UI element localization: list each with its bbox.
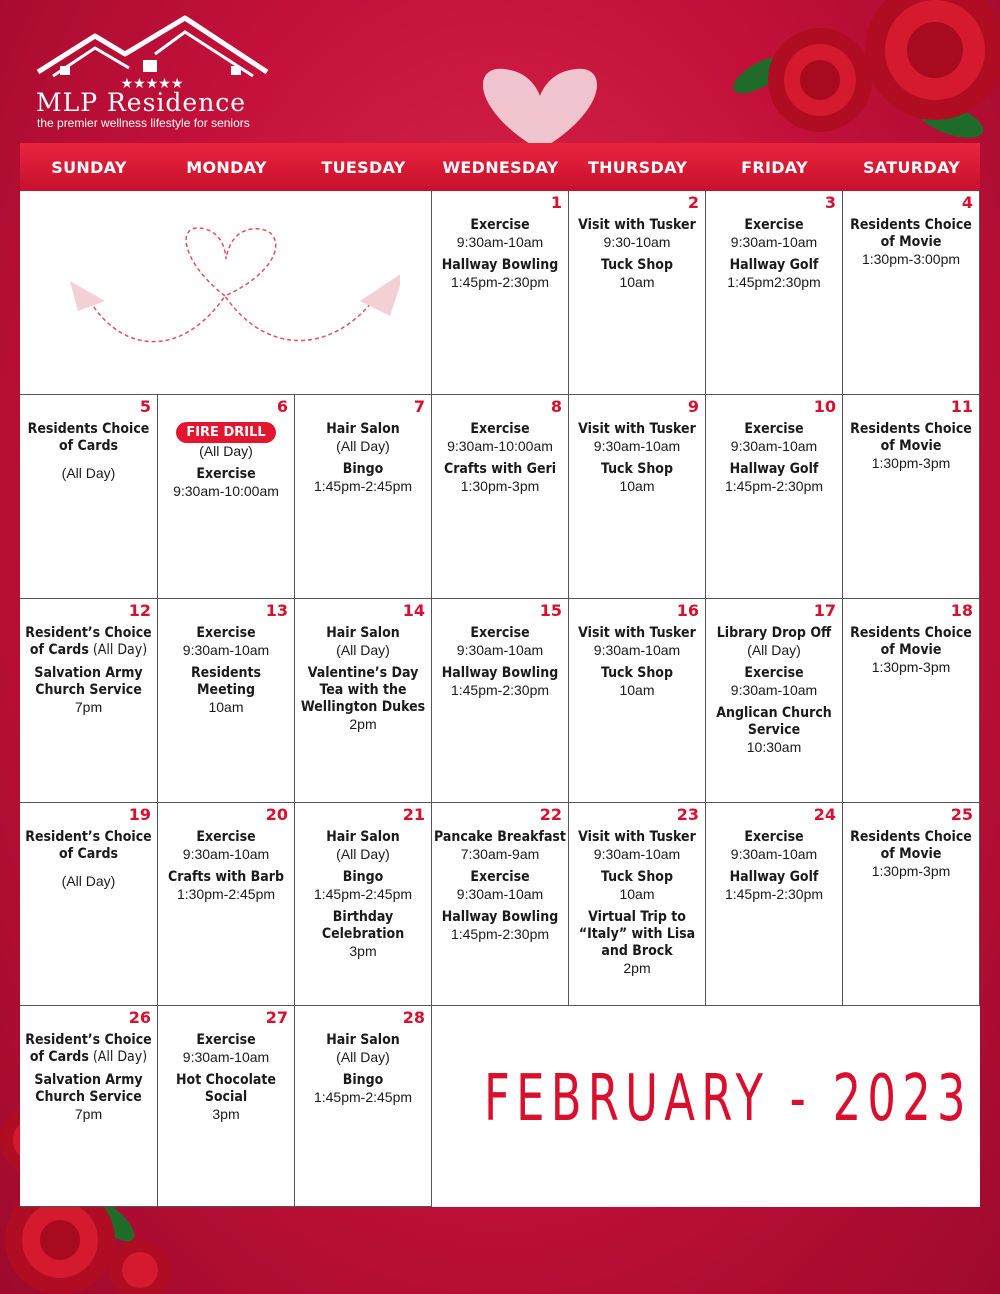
event	[22, 1032, 155, 1066]
event-title-text: Residents Choice of Movie	[850, 829, 972, 862]
event-time: (All Day)	[336, 846, 390, 862]
event-time: 3pm	[212, 1106, 240, 1122]
event-time: 9:30am-10am	[182, 1049, 270, 1065]
day-number: 18	[950, 601, 973, 620]
day-number: 20	[265, 805, 288, 824]
event-title	[845, 829, 977, 863]
event	[297, 1072, 429, 1106]
event-title-text: Library Drop Off	[716, 625, 832, 641]
event	[297, 1032, 429, 1066]
event	[160, 1072, 292, 1123]
event-title	[297, 1032, 429, 1049]
day-cell-21	[295, 803, 432, 1006]
calendar-grid	[20, 191, 980, 1207]
event-title-text: Hallway Bowling	[441, 257, 559, 273]
event-title	[434, 625, 566, 642]
event-title	[297, 1072, 429, 1089]
event-title	[571, 909, 703, 960]
day-number: 27	[265, 1008, 288, 1027]
event-title	[708, 869, 840, 886]
event-time: 2pm	[349, 716, 377, 732]
event-time: 1:45pm-2:30pm	[724, 886, 824, 902]
event-title	[160, 869, 292, 886]
event-title	[571, 665, 703, 682]
event	[434, 625, 566, 659]
event	[708, 217, 840, 251]
event-time: 1:30pm-3:00pm	[861, 251, 961, 267]
event	[434, 217, 566, 251]
weekday-thursday: THURSDAY	[587, 157, 688, 177]
day-cell-1	[432, 191, 569, 395]
event	[160, 421, 292, 460]
event	[571, 421, 703, 455]
event	[845, 421, 977, 472]
event-title	[571, 217, 703, 234]
event-title	[571, 257, 703, 274]
event-title	[708, 665, 840, 682]
day-cell-7	[295, 395, 432, 599]
event-time: 9:30am-10am	[456, 642, 544, 658]
day-number: 16	[676, 601, 699, 620]
event-time: 9:30am-10am	[730, 846, 818, 862]
event	[845, 625, 977, 676]
event-title-text: Hallway Golf	[729, 461, 819, 477]
event-title-text: Tuck Shop	[601, 665, 673, 681]
event	[160, 466, 292, 500]
event	[571, 217, 703, 251]
day-number: 22	[539, 805, 562, 824]
event-time: 3pm	[349, 943, 377, 959]
event-title-text: Exercise	[196, 625, 256, 641]
day-cell-16	[569, 599, 706, 803]
event-title-text: Bingo	[342, 1072, 384, 1088]
event	[708, 461, 840, 495]
heart-decoration	[450, 60, 630, 150]
event	[22, 465, 155, 482]
logo-stars: ★★★★★	[120, 76, 184, 92]
day-cell-19	[20, 803, 158, 1006]
day-cell-5	[20, 395, 158, 599]
day-number: 9	[687, 397, 699, 416]
event-title	[571, 625, 703, 642]
day-cell-26	[20, 1006, 158, 1207]
event-title	[160, 1032, 292, 1049]
event-title	[297, 869, 429, 886]
day-number: 4	[961, 193, 973, 212]
day-cell-28	[295, 1006, 432, 1207]
event-time: 9:30am-10am	[730, 682, 818, 698]
event	[22, 421, 155, 455]
event-title	[845, 217, 977, 251]
event	[434, 461, 566, 495]
brand-tagline: the premier wellness lifestyle for seniors	[37, 116, 250, 130]
event-title-text: Tuck Shop	[601, 869, 673, 885]
event-note: (All Day)	[88, 1049, 148, 1065]
event-title-text: Resident’s Choice of Cards	[25, 625, 152, 658]
event-title	[297, 625, 429, 642]
day-number: 25	[950, 805, 973, 824]
event-time: 1:45pm-2:45pm	[313, 478, 413, 494]
event-title-text: Hallway Bowling	[441, 665, 559, 681]
day-number: 10	[813, 397, 836, 416]
event-time: 7pm	[74, 1106, 103, 1122]
event-title-text: Exercise	[196, 829, 256, 845]
day-number: 15	[539, 601, 562, 620]
event-title-text: Exercise	[470, 217, 530, 233]
day-cell-18	[843, 599, 980, 803]
weekday-wednesday: WEDNESDAY	[442, 157, 559, 177]
event-title	[434, 665, 566, 682]
event-title-text: Visit with Tusker	[578, 421, 696, 437]
event	[708, 869, 840, 903]
event	[434, 909, 566, 943]
event-title-text: Exercise	[744, 421, 804, 437]
event-title	[297, 665, 429, 716]
rose-decoration-top-right	[700, 0, 1000, 150]
event-title-text: Hair Salon	[326, 625, 400, 641]
weekday-monday: MONDAY	[186, 157, 267, 177]
brand-name: MLP Residence	[36, 88, 247, 117]
event-title	[708, 625, 840, 642]
event-time: 10:30am	[746, 739, 802, 755]
event	[160, 665, 292, 716]
event	[708, 829, 840, 863]
day-cell-22	[432, 803, 569, 1006]
day-number: 1	[550, 193, 562, 212]
day-cell-10	[706, 395, 843, 599]
event	[297, 421, 429, 455]
event	[22, 873, 155, 890]
event-time: 9:30am-10am	[456, 234, 544, 250]
event-time: 1:45pm-2:30pm	[724, 478, 824, 494]
day-number: 26	[128, 1008, 151, 1027]
event-time: 10am	[619, 274, 655, 290]
event-title-text: Tuck Shop	[601, 461, 673, 477]
day-cell-23	[569, 803, 706, 1006]
weekday-sunday: SUNDAY	[51, 157, 127, 177]
fire-drill-badge: FIRE DRILL	[176, 422, 275, 443]
event-title-text: Exercise	[196, 1032, 256, 1048]
event-time: 9:30am-10am	[730, 438, 818, 454]
event-title-text: Exercise	[744, 665, 804, 681]
event-title-text: Hallway Golf	[729, 869, 819, 885]
event	[22, 665, 155, 716]
weekday-saturday: SATURDAY	[862, 157, 960, 177]
event-time: 9:30am-10am	[593, 438, 681, 454]
day-number: 12	[128, 601, 151, 620]
event	[22, 829, 155, 863]
event-time: 9:30-10am	[603, 234, 671, 250]
day-cell-2	[569, 191, 706, 395]
event	[571, 625, 703, 659]
event-time: 9:30am-10am	[456, 886, 544, 902]
day-number: 11	[950, 397, 973, 416]
event	[845, 829, 977, 880]
event	[297, 829, 429, 863]
event-title-text: Residents Meeting	[190, 665, 262, 698]
day-number: 21	[402, 805, 425, 824]
event-title	[434, 829, 566, 846]
event-title-text: Anglican Church Service	[716, 705, 832, 738]
event-title	[160, 466, 292, 483]
event-title	[434, 217, 566, 234]
event-title-text: Visit with Tusker	[578, 829, 696, 845]
event-title-text: Virtual Trip to “Italy” with Lisa and Brock	[578, 909, 696, 959]
event-title-text: Crafts with Geri	[443, 461, 557, 477]
event-title-text: Pancake Breakfast	[434, 829, 566, 845]
event-time: 9:30am-10am	[730, 234, 818, 250]
event-title	[708, 257, 840, 274]
weekday-tuesday: TUESDAY	[321, 157, 406, 177]
event-title-text: Bingo	[342, 869, 384, 885]
event-time: (All Day)	[336, 438, 390, 454]
event-time: 7:30am-9am	[460, 846, 540, 862]
day-number: 7	[413, 397, 425, 416]
event-title-text: Hallway Golf	[729, 257, 819, 273]
event-title-text: Residents Choice of Movie	[850, 421, 972, 454]
event-time: 10am	[619, 478, 655, 494]
event-time: (All Day)	[747, 642, 801, 658]
day-cell-15	[432, 599, 569, 803]
event-title-text: Crafts with Barb	[168, 869, 284, 885]
event-title	[22, 421, 155, 455]
event-time: 9:30am-10am	[593, 846, 681, 862]
event-time: 1:30pm-3pm	[460, 478, 540, 494]
event	[160, 829, 292, 863]
event	[708, 625, 840, 659]
day-number: 14	[402, 601, 425, 620]
event-time: 1:30pm-3pm	[871, 863, 951, 879]
event-note: (All Day)	[88, 642, 148, 658]
event-title	[22, 625, 155, 659]
day-number: 17	[813, 601, 836, 620]
day-number: 5	[139, 397, 151, 416]
day-number: 3	[824, 193, 836, 212]
event	[708, 257, 840, 291]
event	[708, 705, 840, 756]
event-time: (All Day)	[199, 443, 253, 459]
event	[160, 1032, 292, 1066]
event-title	[708, 421, 840, 438]
event	[434, 257, 566, 291]
event-title	[160, 665, 292, 699]
day-number: 23	[676, 805, 699, 824]
event-title	[708, 217, 840, 234]
event	[845, 217, 977, 268]
event-title-text: Visit with Tusker	[578, 625, 696, 641]
event-time: 9:30am-10:00am	[173, 483, 279, 499]
event-title	[571, 421, 703, 438]
event	[708, 421, 840, 455]
event	[571, 257, 703, 291]
day-number: 2	[687, 193, 699, 212]
event-title-text: Exercise	[470, 421, 530, 437]
event-title	[708, 705, 840, 739]
event-title	[845, 421, 977, 455]
event-title-text: Exercise	[470, 869, 530, 885]
event-title	[297, 421, 429, 438]
event-title-text: Hair Salon	[326, 829, 400, 845]
event-title	[22, 1032, 155, 1066]
event-title	[434, 421, 566, 438]
day-cell-14	[295, 599, 432, 803]
event-time: 1:30pm-2:45pm	[176, 886, 276, 902]
event	[160, 625, 292, 659]
day-number: 19	[128, 805, 151, 824]
event-title	[297, 909, 429, 943]
event-time: 1:30pm-3pm	[871, 659, 951, 675]
event-title	[708, 829, 840, 846]
event-title-text: Hair Salon	[326, 1032, 400, 1048]
event	[22, 625, 155, 659]
day-cell-17	[706, 599, 843, 803]
event-title-text: Bingo	[342, 461, 384, 477]
event-title-text: Valentine’s Day Tea with the Wellington Dukes	[300, 665, 426, 715]
event	[571, 665, 703, 699]
event-title	[434, 257, 566, 274]
day-cell-13	[158, 599, 295, 803]
event-title-text: Resident’s Choice of Cards	[25, 829, 152, 862]
day-cell-25	[843, 803, 980, 1006]
event-time: 1:45pm-2:30pm	[450, 682, 550, 698]
event-title-text: Residents Choice of Movie	[850, 625, 972, 658]
event-time: 1:45pm-2:30pm	[450, 274, 550, 290]
event-time: 1:30pm-3pm	[871, 455, 951, 471]
day-cell-6	[158, 395, 295, 599]
weekday-header	[20, 143, 980, 191]
event-title	[160, 625, 292, 642]
event-title	[22, 829, 155, 863]
event-time: 9:30am-10am	[182, 642, 270, 658]
event-title	[571, 829, 703, 846]
event	[297, 665, 429, 733]
event-title-text: Hair Salon	[326, 421, 400, 437]
day-number: 8	[550, 397, 562, 416]
day-cell-11	[843, 395, 980, 599]
event	[434, 869, 566, 903]
event-time: (All Day)	[61, 873, 116, 889]
event-title	[708, 461, 840, 478]
day-cell-8	[432, 395, 569, 599]
event-title-text: Tuck Shop	[601, 257, 673, 273]
event	[297, 869, 429, 903]
event-title-text: Residents Choice of Cards	[27, 421, 150, 454]
event-time: 10am	[208, 699, 244, 715]
day-number: 28	[402, 1008, 425, 1027]
event	[708, 665, 840, 699]
event-time: 9:30am-10:00am	[447, 438, 553, 454]
event	[22, 1072, 155, 1123]
event-title-text: Exercise	[470, 625, 530, 641]
event-title-text: Birthday Celebration	[321, 909, 405, 942]
event-time: 7pm	[74, 699, 103, 715]
event-title-text: Exercise	[196, 466, 256, 482]
event	[571, 461, 703, 495]
day-number: 24	[813, 805, 836, 824]
weekday-friday: FRIDAY	[741, 157, 808, 177]
event	[297, 909, 429, 960]
event-title	[434, 869, 566, 886]
event-time: 1:45pm-2:30pm	[450, 926, 550, 942]
event-title-text: Hot Chocolate Social	[176, 1072, 276, 1105]
event	[297, 461, 429, 495]
event	[571, 829, 703, 863]
day-cell-4	[843, 191, 980, 395]
day-cell-12	[20, 599, 158, 803]
event-title	[845, 625, 977, 659]
event-title-text: Salvation Army Church Service	[34, 665, 143, 698]
event-title	[160, 1072, 292, 1106]
event-title-text: Exercise	[744, 217, 804, 233]
event-title	[434, 461, 566, 478]
event-title-text: Salvation Army Church Service	[34, 1072, 143, 1105]
day-cell-24	[706, 803, 843, 1006]
event-title	[434, 909, 566, 926]
event-title	[22, 1072, 155, 1106]
event-title-text: Resident’s Choice of Cards	[25, 1032, 152, 1065]
event-title-text: Residents Choice of Movie	[850, 217, 972, 250]
event-title	[297, 829, 429, 846]
event-time: 10am	[619, 682, 655, 698]
event-time: (All Day)	[336, 1049, 390, 1065]
event-time: (All Day)	[336, 642, 390, 658]
day-number: 13	[265, 601, 288, 620]
event	[297, 625, 429, 659]
event-time: 1:45pm2:30pm	[727, 274, 821, 290]
event	[571, 909, 703, 977]
blank-leading-cell	[20, 191, 432, 395]
event-time: 1:45pm-2:45pm	[313, 1089, 413, 1105]
event-title	[571, 461, 703, 478]
month-title: FEBRUARY - 2023	[484, 1062, 972, 1136]
event-title	[22, 665, 155, 699]
event-title-text: Hallway Bowling	[441, 909, 559, 925]
day-cell-27	[158, 1006, 295, 1207]
event-time: 2pm	[623, 960, 651, 976]
event-title-text: Exercise	[744, 829, 804, 845]
event	[571, 869, 703, 903]
event-title	[160, 829, 292, 846]
day-number: 6	[276, 397, 288, 416]
day-cell-20	[158, 803, 295, 1006]
event-time: 10am	[619, 886, 655, 902]
day-cell-3	[706, 191, 843, 395]
event	[434, 421, 566, 455]
event	[434, 665, 566, 699]
event-time: 9:30am-10am	[182, 846, 270, 862]
event-title	[571, 869, 703, 886]
event	[160, 869, 292, 903]
event-time: 9:30am-10am	[593, 642, 681, 658]
event	[434, 829, 566, 863]
event-time: (All Day)	[61, 465, 116, 481]
day-cell-9	[569, 395, 706, 599]
event-title	[297, 461, 429, 478]
event-time: 1:45pm-2:45pm	[313, 886, 413, 902]
event-title-text: Visit with Tusker	[578, 217, 696, 233]
